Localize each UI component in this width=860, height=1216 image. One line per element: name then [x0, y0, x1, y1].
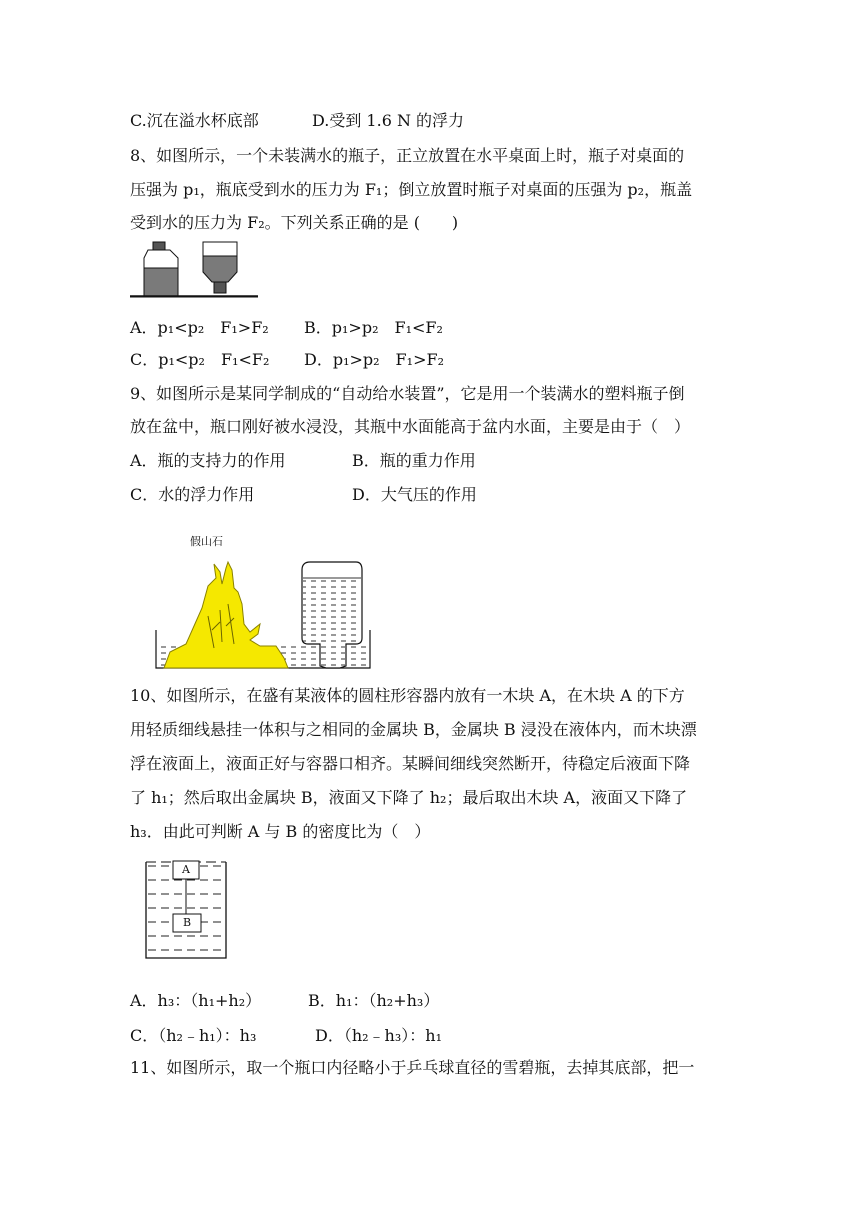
q10-text-line2: 用轻质细线悬挂一体积与之相同的金属块 B，金属块 B 浸没在液体内，而木块漂: [130, 720, 697, 739]
q8-option-c: C．p₁<p₂ F₁<F₂: [130, 350, 270, 369]
q8-bottles-figure: [128, 238, 260, 302]
q10-text-line1: 10、如图所示，在盛有某液体的圆柱形容器内放有一木块 A，在木块 A 的下方: [130, 686, 685, 705]
inverted-bottle: [203, 242, 237, 293]
q10-option-d: D．（h₂﹣h₃）：h₁: [315, 1026, 442, 1045]
rockery-stone: [164, 562, 288, 668]
q9-option-d: D．大气压的作用: [352, 485, 477, 504]
q10-text-line5: h₃．由此可判断 A 与 B 的密度比为（ ）: [130, 822, 431, 841]
q9-option-b: B．瓶的重力作用: [352, 451, 476, 470]
q7-option-d: D.受到 1.6 N 的浮力: [312, 111, 465, 130]
q11-text-line1: 11、如图所示，取一个瓶口内径略小于乒乓球直径的雪碧瓶，去掉其底部，把一: [130, 1058, 695, 1077]
q9-text-line2: 放在盆中，瓶口刚好被水浸没，其瓶中水面能高于盆内水面，主要是由于（ ）: [130, 417, 691, 436]
q9-option-c: C．水的浮力作用: [130, 485, 255, 504]
q10-label-a: A: [182, 863, 190, 876]
q9-text-line1: 9、如图所示是某同学制成的“自动给水装置”，它是用一个装满水的塑料瓶子倒: [130, 384, 685, 403]
q10-option-c: C．（h₂﹣h₁）：h₃: [130, 1026, 257, 1045]
q10-option-a: A．h₃：（h₁+h₂）: [130, 991, 262, 1010]
upright-bottle: [144, 242, 178, 296]
q8-option-d: D．p₁>p₂ F₁>F₂: [304, 350, 444, 369]
q9-option-a: A．瓶的支持力的作用: [130, 451, 286, 470]
q10-text-line4: 了 h₁；然后取出金属块 B，液面又下降了 h₂；最后取出木块 A，液面又下降了: [130, 788, 688, 807]
q7-option-c: C.沉在溢水杯底部: [130, 111, 259, 130]
q8-text-line3: 受到水的压力为 F₂。下列关系正确的是 ( ): [130, 213, 459, 232]
q10-label-b: B: [182, 916, 192, 929]
q9-water-feeder-figure: [150, 560, 378, 672]
q9-figure-label: 假山石: [190, 535, 223, 548]
q10-text-line3: 浮在液面上，液面正好与容器口相齐。某瞬间细线突然断开，待稳定后液面下降: [130, 754, 691, 773]
q10-option-b: B．h₁：（h₂+h₃）: [308, 991, 440, 1010]
q8-option-b: B．p₁>p₂ F₁<F₂: [304, 318, 443, 337]
q8-text-line2: 压强为 p₁，瓶底受到水的压力为 F₁；倒立放置时瓶子对桌面的压强为 p₂，瓶盖: [130, 180, 693, 199]
q8-text-line1: 8、如图所示，一个未装满水的瓶子，正立放置在水平桌面上时，瓶子对桌面的: [130, 146, 685, 165]
q8-option-a: A．p₁<p₂ F₁>F₂: [130, 318, 269, 337]
